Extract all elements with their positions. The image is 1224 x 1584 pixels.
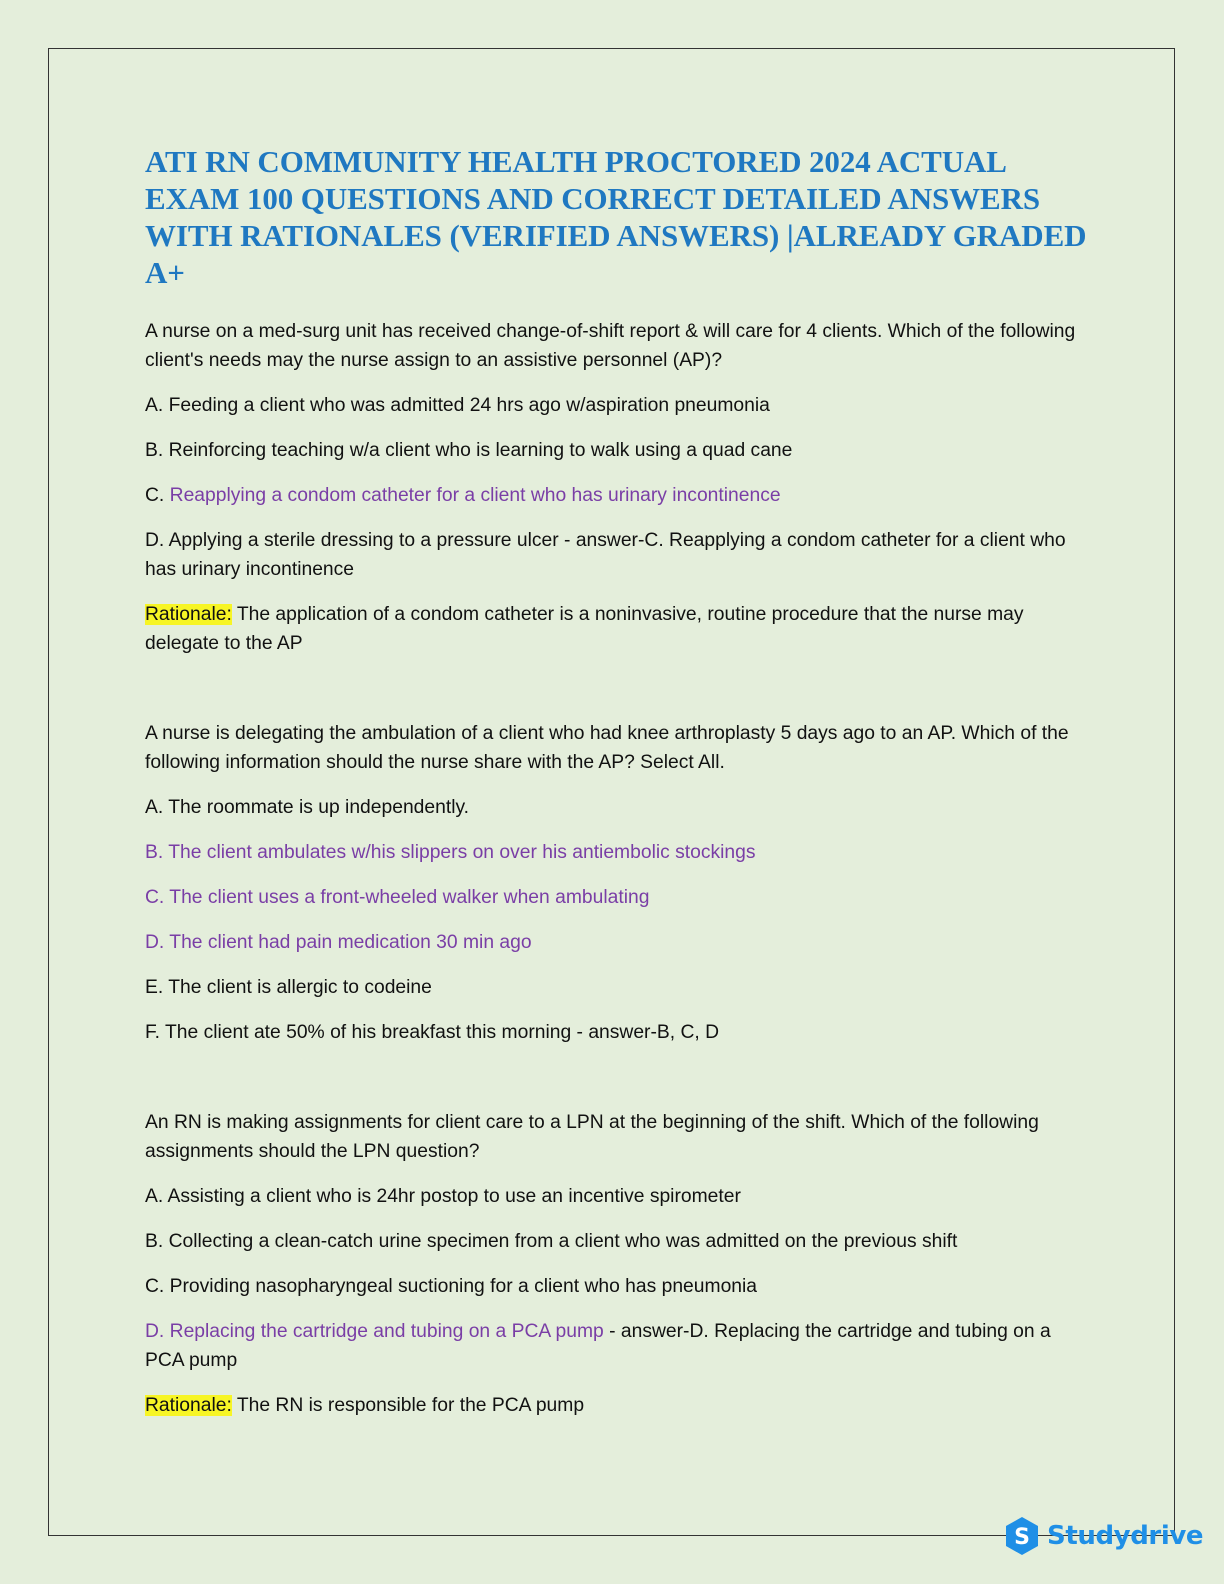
rationale-text: The application of a condom catheter is a noninvasive, routine procedure that the nurse may delegate to the AP <box>145 604 1024 654</box>
spacer <box>145 674 1089 719</box>
document-content <box>145 143 1089 1436</box>
spacer <box>145 1063 1089 1108</box>
question-3-text: An RN is making assignments for client care to a LPN at the beginning of the shift. Which of the following assignments should the LPN question? <box>145 1112 1039 1162</box>
question-2-option-e: E. The client is allergic to codeine <box>145 977 432 998</box>
question-1-rationale <box>145 600 1089 658</box>
option-c-prefix: C. <box>145 485 170 506</box>
question-3-option-b: B. Collecting a clean-catch urine specimen from a client who was admitted on the previous shift <box>145 1231 958 1252</box>
question-3-option-d <box>145 1317 1089 1375</box>
studydrive-watermark[interactable] <box>1003 1516 1203 1556</box>
question-3 <box>145 1108 1089 1420</box>
studydrive-logo-icon <box>1003 1516 1041 1556</box>
question-2-text: A nurse is delegating the ambulation of a client who had knee arthroplasty 5 days ago to an AP. Which of the following information should the nurse share with the AP? Select All. <box>145 723 1069 773</box>
svg-text:S: S <box>1014 1525 1030 1550</box>
question-2-option-f: F. The client ate 50% of his breakfast this morning - answer-B, C, D <box>145 1022 720 1043</box>
brand-name: Studydrive <box>1047 1521 1204 1551</box>
rationale-label: Rationale: <box>145 1395 232 1416</box>
correct-answer-text: D. Replacing the cartridge and tubing on a PCA pump <box>145 1321 604 1342</box>
question-1 <box>145 317 1089 658</box>
question-3-rationale <box>145 1391 1089 1420</box>
question-1-option-c <box>145 481 1089 510</box>
question-2 <box>145 719 1089 1047</box>
question-2-option-b: B. The client ambulates w/his slippers on over his antiembolic stockings <box>145 842 756 863</box>
document-title: ATI RN COMMUNITY HEALTH PROCTORED 2024 ACTUAL EXAM 100 QUESTIONS AND CORRECT DETAILED ANSWERS WITH RATIONALES (VERIFIED ANSWERS) |ALREADY GRADED A+ <box>145 144 1087 290</box>
question-3-option-a: A. Assisting a client who is 24hr postop to use an incentive spirometer <box>145 1186 741 1207</box>
question-1-option-d: D. Applying a sterile dressing to a pressure ulcer - answer-C. Reapplying a condom catheter for a client who has urinary incontinence <box>145 530 1066 580</box>
answer-text: - answer-D. Replacing the cartridge and tubing on a PCA pump <box>145 1321 1051 1371</box>
question-3-option-c: C. Providing nasopharyngeal suctioning for a client who has pneumonia <box>145 1276 758 1297</box>
question-1-text: A nurse on a med-surg unit has received change-of-shift report & will care for 4 clients. Which of the following client's needs may the nurse assign to an assistive personnel (AP)? <box>145 321 1076 371</box>
correct-answer-text: Reapplying a condom catheter for a client who has urinary incontinence <box>169 485 781 506</box>
question-2-option-d: D. The client had pain medication 30 min ago <box>145 932 532 953</box>
question-2-option-a: A. The roommate is up independently. <box>145 797 470 818</box>
rationale-text: The RN is responsible for the PCA pump <box>231 1395 585 1416</box>
question-2-option-c: C. The client uses a front-wheeled walker when ambulating <box>145 887 650 908</box>
question-1-option-a: A. Feeding a client who was admitted 24 hrs ago w/aspiration pneumonia <box>145 395 770 416</box>
question-1-option-b: B. Reinforcing teaching w/a client who is learning to walk using a quad cane <box>145 440 793 461</box>
rationale-label: Rationale: <box>145 604 232 625</box>
